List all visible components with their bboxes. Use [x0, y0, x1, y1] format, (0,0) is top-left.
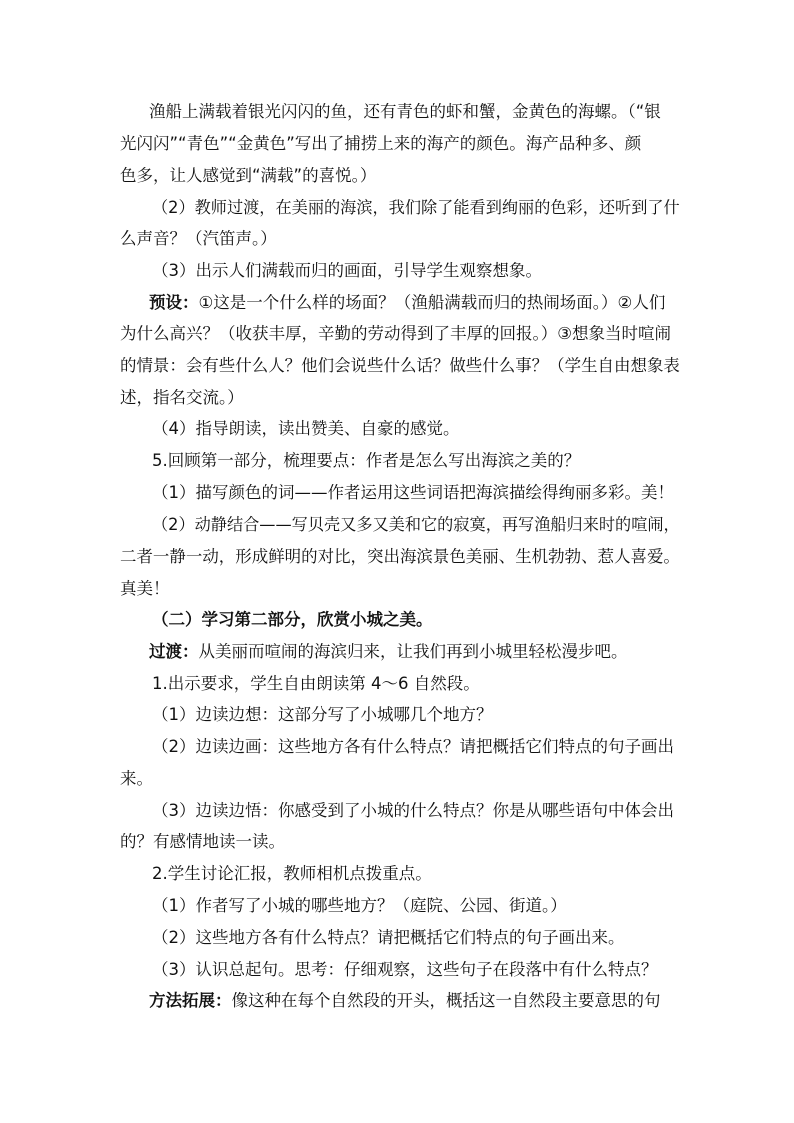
text-span: 述，指名交流。） [120, 388, 244, 407]
text-line [149, 101, 661, 123]
text-span: （2）教师过渡，在美丽的海滨，我们除了能看到绚丽的色彩，还听到了什 [152, 198, 680, 217]
text-line [120, 768, 153, 790]
text-line [152, 673, 480, 695]
text-span: （2）动静结合—— [152, 515, 292, 534]
text-span: 的情景：会有些什么人？他们会说些什么话？做些什么事？（学生自由想象表 [120, 356, 680, 375]
text-line [120, 578, 170, 600]
text-line [152, 895, 567, 917]
section-heading: （二）学习第二部分，欣赏小城之美。 [152, 610, 433, 629]
text-line [152, 514, 680, 536]
text-span: 为什么高兴？（收获丰厚，辛勤的劳动得到了丰厚的回报。）③想象当时喧闹 [120, 324, 672, 343]
text-span: 渔船上满载着银光闪闪的鱼，还有青色的虾和蟹，金黄色的海螺。 [149, 102, 628, 121]
text-span: （2）边读边画：这些地方各有什么特点？请把概括它们特点的句子画出 [152, 737, 674, 756]
text-span: （1）作者写了小城的哪些地方？ [152, 896, 394, 915]
text-span: 来。 [120, 769, 153, 788]
text-line [120, 133, 641, 155]
text-line [120, 831, 285, 853]
text-line [152, 450, 580, 472]
text-line [152, 197, 680, 219]
text-span: （3）认识总起句。思考：仔细观察，这些句子在段落中有什么特点？ [152, 960, 658, 979]
text-line [120, 228, 277, 250]
text-span: 1.出示要求，学生自由朗读第 4～6 自然段。 [152, 674, 480, 693]
text-span: （“银 [627, 102, 661, 121]
text-span: 么声音？（汽笛声。） [120, 229, 277, 248]
text-line [120, 355, 680, 377]
text-line [152, 260, 542, 282]
text-line [120, 546, 680, 568]
text-span: 过渡： [149, 642, 199, 661]
text-span: 方法拓展： [149, 991, 232, 1010]
text-span: （1）描写颜色的词—— [152, 483, 328, 502]
text-line [149, 990, 661, 1012]
text-span: 的？有感情地读一读。 [120, 832, 285, 851]
text-line [152, 927, 625, 949]
text-span: 2.学生讨论汇报，教师相机点拨重点。 [152, 864, 432, 883]
text-span: 真美！ [120, 579, 170, 598]
text-line [152, 704, 493, 726]
text-span: 光闪闪”“青色”“金黄色”写出了捕捞上来的海产的颜色。海产品种多、颜 [120, 134, 642, 153]
text-line [149, 292, 665, 314]
text-span: 5.回顾第一部分，梳理要点：作者是怎么写出海滨之美的？ [152, 451, 581, 470]
text-line [152, 609, 433, 631]
text-span: （2）这些地方各有什么特点？请把概括它们特点的句子画出来。 [152, 928, 625, 947]
text-span: 从美丽而喧闹的海滨归来，让我们再到小城里轻松漫步吧。 [198, 642, 628, 661]
text-line [152, 482, 674, 504]
text-line [120, 165, 376, 187]
text-span: ①这是一个什么样的场面？（渔船满载而归的热闹场面。）②人们 [198, 293, 666, 312]
text-span: 作者运用这些词语把海滨描绘得绚丽多彩。美！ [327, 483, 674, 502]
text-line [149, 641, 628, 663]
text-span: 写贝壳又多又美和它的寂寞，再写渔船归来时的喧闹， [291, 515, 680, 534]
text-line [152, 736, 674, 758]
text-line [120, 387, 244, 409]
text-span: 二者一静一动，形成鲜明的对比，突出海滨景色美丽、生机勃勃、惹人喜爱。 [120, 547, 680, 566]
text-line [152, 800, 674, 822]
text-span: 像这种在每个自然段的开头，概括这一自然段主要意思的句 [231, 991, 661, 1010]
text-span: （庭院、公园、街道。） [393, 896, 567, 915]
text-line [152, 418, 460, 440]
text-span: （3）出示人们满载而归的画面，引导学生观察想象。 [152, 261, 542, 280]
text-span: （4）指导朗读，读出赞美、自豪的感觉。 [152, 419, 460, 438]
text-line [152, 863, 432, 885]
text-span: （1）边读边想：这部分写了小城哪几个地方？ [152, 705, 493, 724]
text-span: 预设： [149, 293, 199, 312]
text-line [152, 959, 658, 981]
text-span: （3）边读边悟：你感受到了小城的什么特点？你是从哪些语句中体会出 [152, 801, 674, 820]
text-span: 色多，让人感觉到“满载”的喜悦。） [120, 166, 377, 185]
text-line [120, 323, 671, 345]
